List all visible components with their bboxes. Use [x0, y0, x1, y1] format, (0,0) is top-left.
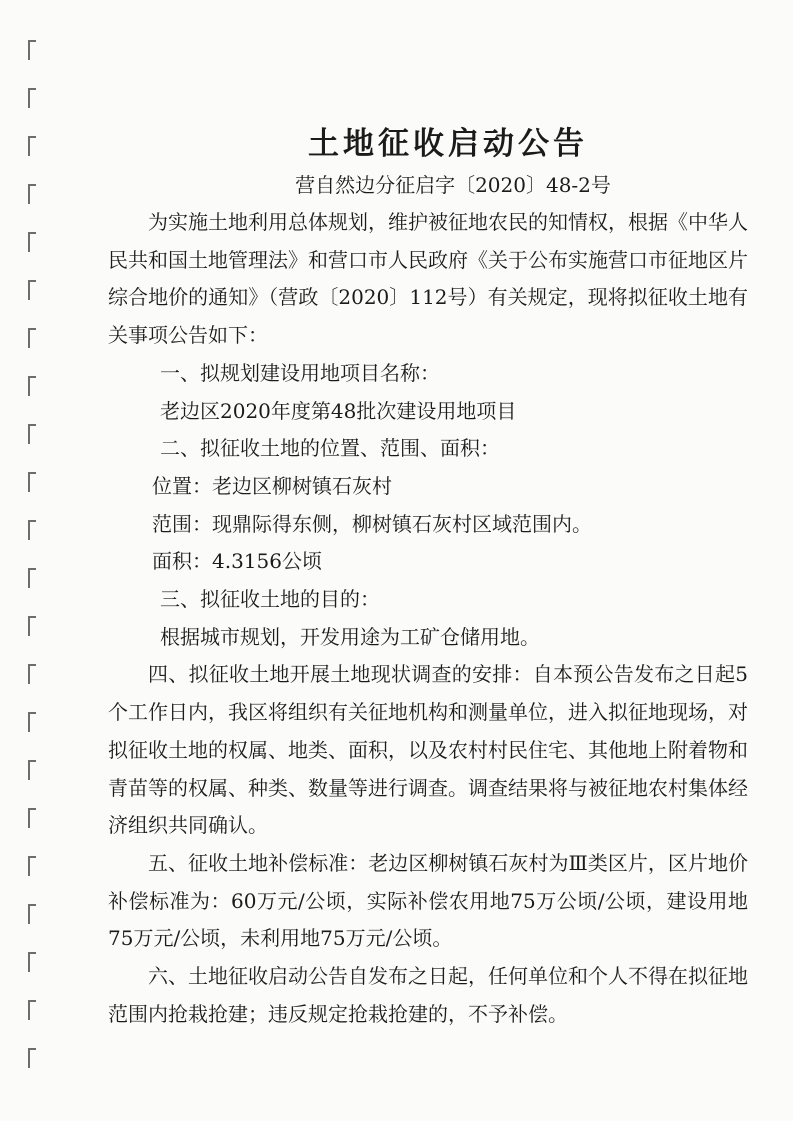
section-4-paragraph: 四、拟征收土地开展土地现状调查的安排：自本预公告发布之日起5个工作日内，我区将组织有关征地机构和测量单位，进入拟征地现场，对拟征收土地的权属、地类、面积，以及农村村民住宅、其他地上附着物和青苗等的权属、种类、数量等进行调查。调查结果将与被征地农村集体经济组织共同确认。 — [108, 662, 748, 838]
section-6-paragraph: 六、土地征收启动公告自发布之日起，任何单位和个人不得在拟征地范围内抢栽抢建；违反规定抢栽抢建的，不予补偿。 — [108, 964, 748, 1026]
section-3-content: 根据城市规划，开发用途为工矿仓储用地。 — [160, 624, 540, 649]
section-5-paragraph: 五、征收土地补偿标准：老边区柳树镇石灰村为Ⅲ类区片，区片地价补偿标准为：60万元/公顷，实际补偿农用地75万公顷/公顷，建设用地75万元/公顷，未利用地75万元/公顷。 — [108, 850, 748, 951]
section-2-heading: 二、拟征收土地的位置、范围、面积： — [160, 436, 500, 461]
intro-paragraph: 为实施土地利用总体规划，维护被征地农民的知情权，根据《中华人民共和国土地管理法》和营口市人民政府《关于公布实施营口市征地区片综合地价的通知》（营政〔2020〕112号）有关规定，现将拟征收土地有关事项公告如下： — [108, 210, 748, 348]
document-page — [108, 118, 748, 1033]
area-line: 面积：4.3156公顷 — [152, 549, 322, 574]
section-1-heading: 一、拟规划建设用地项目名称： — [160, 360, 440, 385]
document-number: 营自然边分征启字〔2020〕48-2号 — [295, 173, 611, 197]
document-title: 土地征收启动公告 — [308, 126, 588, 162]
section-3-heading: 三、拟征收土地的目的： — [160, 587, 380, 612]
scope-line: 范围：现鼎际得东侧，柳树镇石灰村区域范围内。 — [152, 511, 592, 536]
section-1-content: 老边区2020年度第48批次建设用地项目 — [160, 398, 517, 423]
location-line: 位置：老边区柳树镇石灰村 — [152, 473, 392, 498]
binding-marks — [22, 40, 42, 1100]
